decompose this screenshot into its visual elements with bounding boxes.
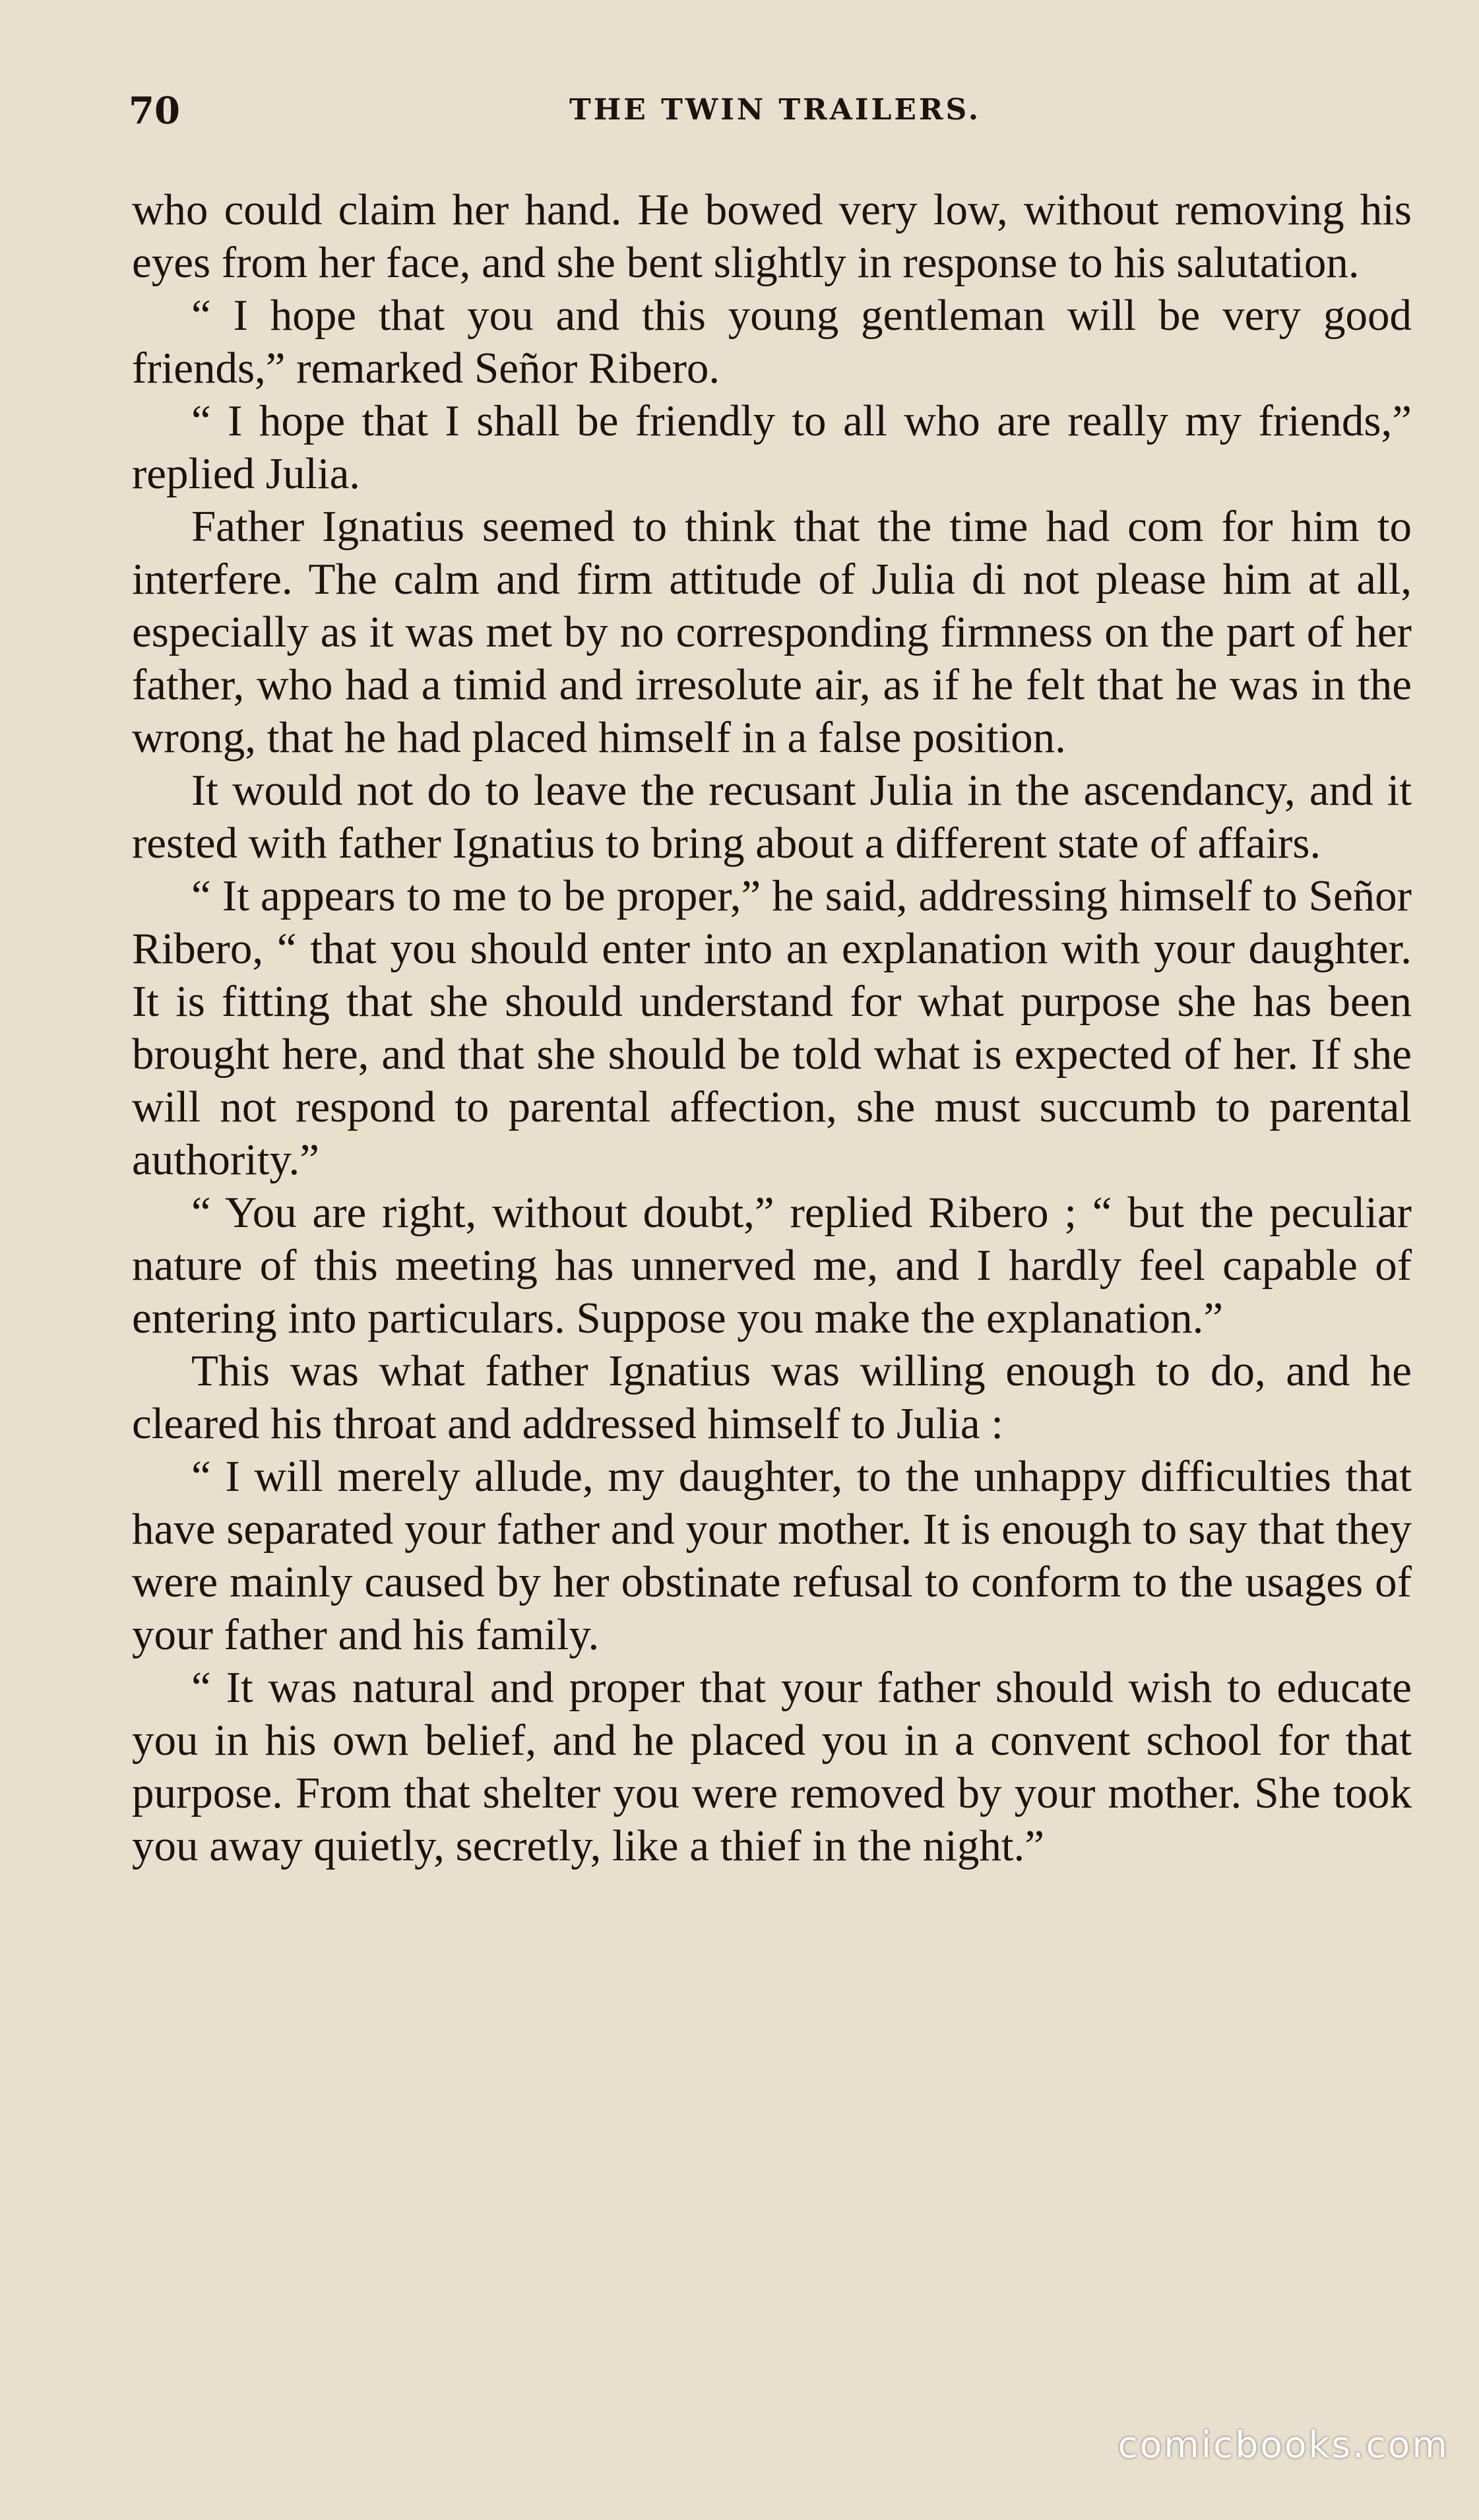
paragraph: who could claim her hand. He bowed very low, without removing his eyes from her face, and she bent slightly in response to his salutation. (132, 185, 1412, 287)
paragraph: “ I will merely allude, my daughter, to the unhappy difficulties that have separated your father and your mother. It is enough to say that they were mainly caused by her obstinate refusal to conform to the usages of your father and his family. (132, 1452, 1412, 1659)
page-number: 70 (129, 89, 180, 133)
paragraph: This was what father Ignatius was willing enough to do, and he cleared his throat and addressed himself to Julia : (132, 1346, 1412, 1448)
body-text (132, 183, 1412, 1872)
paragraph: “ You are right, without doubt,” replied Ribero ; “ but the peculiar nature of this meeting has unnerved me, and I hardly feel capable of entering into particulars. Suppose you make the explanation.” (132, 1188, 1412, 1342)
paragraph: “ I hope that I shall be friendly to all who are really my friends,” replied Julia. (132, 396, 1412, 498)
paragraph: “ I hope that you and this young gentleman will be very good friends,” remarked Señor Ribero. (132, 291, 1412, 393)
page-header (129, 89, 1422, 142)
running-head: THE TWIN TRAILERS. (569, 93, 982, 127)
watermark-text: comicbooks.com (1117, 2424, 1449, 2466)
paragraph: “ It was natural and proper that your father should wish to educate you in his own belief, and he placed you in a convent school for that purpose. From that shelter you were removed by your mother. She took you away quietly, secretly, like a thief in the night.” (132, 1663, 1412, 1870)
paragraph: Father Ignatius seemed to think that the time had com for him to interfere. The calm and firm attitude of Julia di not please him at all, especially as it was met by no corresponding firmness on the part of her father, who had a timid and irresolute air, as if he felt that he was in the wrong, that he had placed himself in a false position. (132, 502, 1412, 762)
paragraph: It would not do to leave the recusant Julia in the ascendancy, and it rested with father Ignatius to bring about a different state of affairs. (132, 766, 1412, 867)
paragraph: “ It appears to me to be proper,” he said, addressing himself to Señor Ribero, “ that you should enter into an explanation with your daughter. It is fitting that she should understand for what purpose she has been brought here, and that she should be told what is expected of her. If she will not respond to parental affection, she must succumb to parental authority.” (132, 871, 1412, 1184)
